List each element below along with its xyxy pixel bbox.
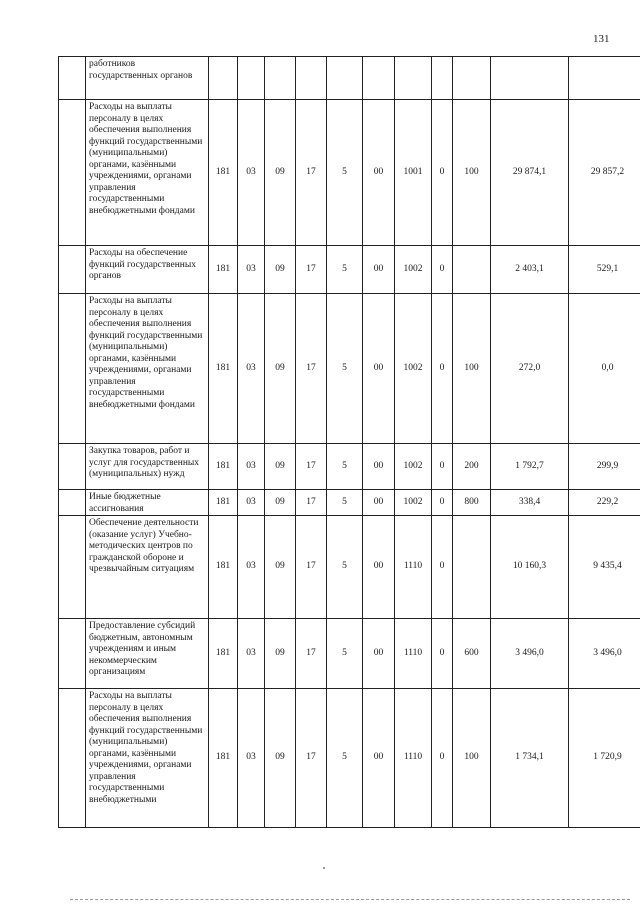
table-row [59, 490, 640, 516]
row-cell: 0 [432, 490, 453, 516]
table-row [59, 516, 640, 619]
row-cell: 17 [296, 619, 327, 689]
row-cell: 09 [265, 246, 296, 294]
row-cell: 03 [238, 294, 265, 444]
budget-table-body [59, 57, 640, 828]
row-cell [296, 57, 327, 100]
row-cell: 338,4 [491, 490, 569, 516]
row-description: Расходы на выплаты персоналу в целях обеспечения выполнения функций государственными (муниципальными) органами, казёнными учреждениями, органами управления государственными внебюджетными [86, 689, 209, 828]
row-cell: 0,0 [569, 294, 640, 444]
row-cell: 1 734,1 [491, 689, 569, 828]
row-cell: 5 [327, 689, 363, 828]
row-description: Расходы на выплаты персоналу в целях обеспечения выполнения функций государственными (муниципальными) органами, казёнными учреждениями, органами управления государственными внебюджетными фондами [86, 294, 209, 444]
row-cell: 5 [327, 100, 363, 246]
row-margin-cell [59, 516, 86, 619]
row-cell: 00 [363, 689, 395, 828]
row-cell: 5 [327, 516, 363, 619]
row-cell: 0 [432, 689, 453, 828]
row-cell: 09 [265, 100, 296, 246]
row-cell: 0 [432, 246, 453, 294]
row-margin-cell [59, 246, 86, 294]
row-description: Иные бюджетные ассигнования [86, 490, 209, 516]
row-cell: 1002 [395, 444, 432, 490]
row-cell: 100 [453, 100, 491, 246]
row-cell: 09 [265, 444, 296, 490]
row-cell: 0 [432, 516, 453, 619]
row-cell [209, 57, 238, 100]
row-cell: 800 [453, 490, 491, 516]
row-cell [453, 57, 491, 100]
table-row [59, 246, 640, 294]
row-cell: 181 [209, 619, 238, 689]
row-cell: 299,9 [569, 444, 640, 490]
table-row [59, 444, 640, 490]
row-cell: 1002 [395, 246, 432, 294]
row-cell: 5 [327, 444, 363, 490]
row-cell: 1110 [395, 619, 432, 689]
row-cell: 09 [265, 619, 296, 689]
row-description: Обеспечение деятельности (оказание услуг) Учебно-методических центров по гражданской обороне и чрезвычайным ситуациям [86, 516, 209, 619]
row-cell: 181 [209, 490, 238, 516]
row-margin-cell [59, 444, 86, 490]
row-cell: 1 792,7 [491, 444, 569, 490]
row-description: Предоставление субсидий бюджетным, автономным учреждениям и иным некоммерческим организациям [86, 619, 209, 689]
row-cell: 5 [327, 490, 363, 516]
budget-table [58, 56, 640, 828]
row-cell: 529,1 [569, 246, 640, 294]
row-cell [327, 57, 363, 100]
row-cell: 00 [363, 294, 395, 444]
row-cell: 1002 [395, 294, 432, 444]
row-cell: 03 [238, 100, 265, 246]
row-cell: 181 [209, 444, 238, 490]
row-cell: 29 874,1 [491, 100, 569, 246]
row-cell: 1110 [395, 689, 432, 828]
row-cell: 600 [453, 619, 491, 689]
row-description: работников государственных органов [86, 57, 209, 100]
row-cell: 10 160,3 [491, 516, 569, 619]
table-row [59, 57, 640, 100]
row-margin-cell [59, 490, 86, 516]
row-cell: 0 [432, 100, 453, 246]
row-cell: 00 [363, 246, 395, 294]
row-cell: 1 720,9 [569, 689, 640, 828]
row-cell: 09 [265, 516, 296, 619]
row-cell: 2 403,1 [491, 246, 569, 294]
row-cell: 17 [296, 294, 327, 444]
row-cell [453, 246, 491, 294]
row-margin-cell [59, 57, 86, 100]
row-cell: 0 [432, 444, 453, 490]
row-cell: 00 [363, 490, 395, 516]
row-cell: 09 [265, 689, 296, 828]
row-cell: 03 [238, 516, 265, 619]
row-cell: 1110 [395, 516, 432, 619]
row-cell: 00 [363, 516, 395, 619]
row-cell: 03 [238, 490, 265, 516]
row-cell: 100 [453, 294, 491, 444]
row-cell: 00 [363, 444, 395, 490]
table-row [59, 689, 640, 828]
row-cell: 0 [432, 294, 453, 444]
row-cell: 0 [432, 619, 453, 689]
row-cell [265, 57, 296, 100]
row-margin-cell [59, 689, 86, 828]
row-cell: 17 [296, 246, 327, 294]
row-cell: 181 [209, 246, 238, 294]
row-cell [491, 57, 569, 100]
row-description: Расходы на обеспечение функций государственных органов [86, 246, 209, 294]
row-cell: 181 [209, 689, 238, 828]
row-cell: 1002 [395, 490, 432, 516]
row-cell: 17 [296, 689, 327, 828]
row-cell: 200 [453, 444, 491, 490]
row-cell: 09 [265, 490, 296, 516]
row-cell [432, 57, 453, 100]
row-cell: 272,0 [491, 294, 569, 444]
row-cell: 9 435,4 [569, 516, 640, 619]
row-cell: 17 [296, 516, 327, 619]
row-cell: 3 496,0 [491, 619, 569, 689]
table-row [59, 619, 640, 689]
row-cell: 00 [363, 619, 395, 689]
row-cell [453, 516, 491, 619]
row-cell: 5 [327, 619, 363, 689]
table-row [59, 294, 640, 444]
row-cell: 03 [238, 689, 265, 828]
page-number: 131 [593, 33, 610, 45]
row-margin-cell [59, 619, 86, 689]
row-cell [395, 57, 432, 100]
row-description: Закупка товаров, работ и услуг для государственных (муниципальных) нужд [86, 444, 209, 490]
row-cell: 181 [209, 516, 238, 619]
row-cell: 03 [238, 619, 265, 689]
row-cell: 5 [327, 246, 363, 294]
row-cell: 1001 [395, 100, 432, 246]
row-cell: 17 [296, 444, 327, 490]
row-cell: 03 [238, 444, 265, 490]
row-cell: 5 [327, 294, 363, 444]
scan-bottom-edge [70, 899, 630, 900]
row-cell: 181 [209, 100, 238, 246]
row-cell: 09 [265, 294, 296, 444]
row-description: Расходы на выплаты персоналу в целях обеспечения выполнения функций государственными (муниципальными) органами, казёнными учреждениями, органами управления государственными внебюджетными фондами [86, 100, 209, 246]
row-cell [569, 57, 640, 100]
row-cell: 00 [363, 100, 395, 246]
row-cell: 17 [296, 490, 327, 516]
row-margin-cell [59, 294, 86, 444]
row-cell [363, 57, 395, 100]
table-row [59, 100, 640, 246]
row-cell: 3 496,0 [569, 619, 640, 689]
row-cell: 29 857,2 [569, 100, 640, 246]
row-cell: 100 [453, 689, 491, 828]
row-cell: 03 [238, 246, 265, 294]
row-cell: 181 [209, 294, 238, 444]
row-cell: 229,2 [569, 490, 640, 516]
row-margin-cell [59, 100, 86, 246]
scan-speck [323, 867, 325, 869]
row-cell [238, 57, 265, 100]
row-cell: 17 [296, 100, 327, 246]
